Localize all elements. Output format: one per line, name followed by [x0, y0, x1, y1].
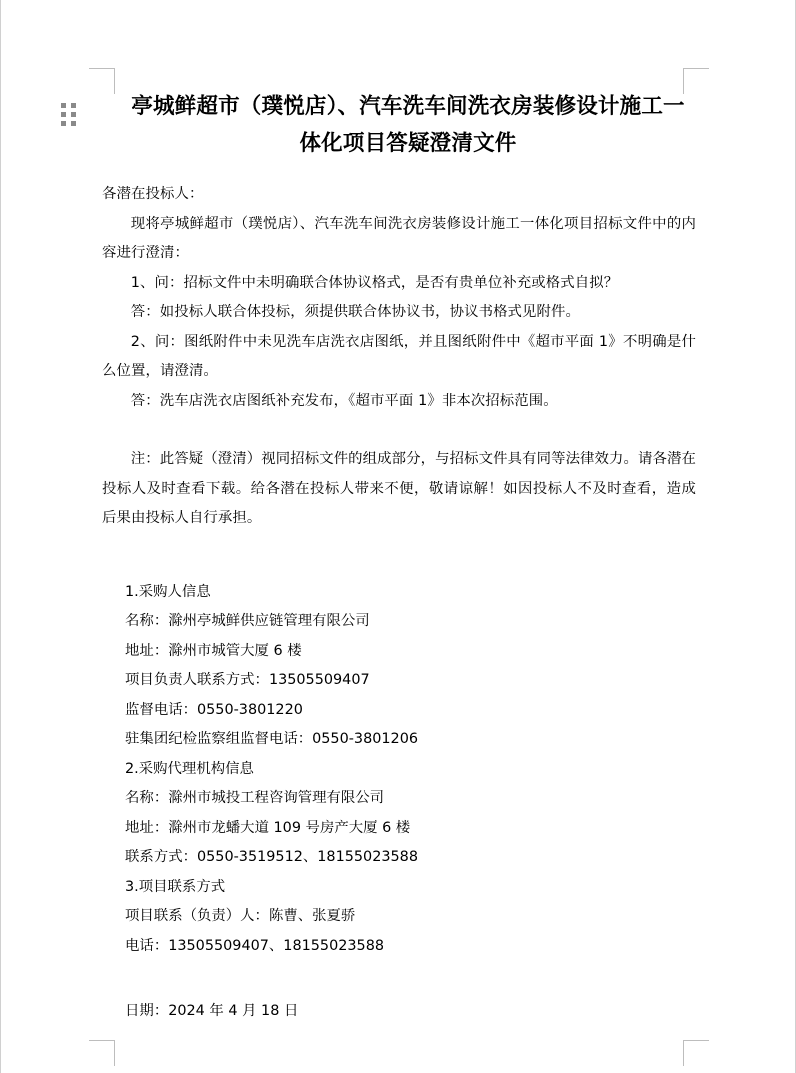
purchaser-contact: 项目负责人联系方式：13505509407	[125, 672, 370, 688]
salutation: 各潜在投标人：	[102, 186, 204, 202]
date-block	[102, 997, 696, 1027]
drag-handle-dot	[71, 121, 76, 126]
crop-mark-bottom-right	[683, 1040, 709, 1066]
section-heading-2: 2.采购代理机构信息	[125, 760, 254, 777]
document-body	[102, 180, 696, 534]
agency-name: 名称：滁州市城投工程咨询管理有限公司	[125, 790, 385, 806]
page-title-line-2: 体化项目答疑澄清文件	[299, 131, 517, 156]
drag-handle-dot	[61, 121, 66, 126]
supervision-phone: 监督电话：0550-3801220	[125, 701, 303, 718]
drag-handle-dot	[61, 112, 66, 117]
drag-handle-dot	[71, 112, 76, 117]
drag-handle-dot	[71, 103, 76, 108]
agency-address: 地址：滁州市龙蟠大道 109 号房产大厦 6 楼	[125, 819, 411, 836]
intro-paragraph: 现将亭城鲜超市（璞悦店）、汽车洗车间洗衣房装修设计施工一体化项目招标文件中的内容进行澄清：	[102, 215, 696, 261]
document-content	[102, 88, 696, 1027]
section-heading-3: 3.项目联系方式	[125, 878, 226, 895]
drag-handle-icon[interactable]	[61, 103, 76, 126]
contact-information	[102, 578, 696, 962]
note-paragraph: 注：此答疑（澄清）视同招标文件的组成部分，与招标文件具有同等法律效力。请各潜在投标人及时查看下载。给各潜在投标人带来不便，敬请谅解！如因投标人不及时查看，造成后果由投标人自行承担。	[102, 451, 696, 526]
page-title	[102, 88, 696, 162]
page-title-line-1: 亭城鲜超市（璞悦店）、汽车洗车间洗衣房装修设计施工一	[131, 94, 685, 119]
purchaser-address: 地址：滁州市城管大厦 6 楼	[125, 642, 302, 659]
answer-1: 答：如投标人联合体投标，须提供联合体协议书，协议书格式见附件。	[130, 304, 581, 320]
discipline-supervision-phone: 驻集团纪检监察组监督电话：0550-3801206	[125, 731, 419, 747]
question-1: 1、问：招标文件中未明确联合体协议格式，是否有贵单位补充或格式自拟？	[130, 274, 619, 291]
crop-mark-bottom-left	[89, 1040, 115, 1066]
drag-handle-dot	[61, 103, 66, 108]
document-date: 日期：2024 年 4 月 18 日	[125, 1003, 299, 1019]
project-contact-phone: 电话：13505509407、18155023588	[125, 937, 385, 954]
question-2: 2、问：图纸附件中未见洗车店洗衣店图纸，并且图纸附件中《超市平面 1》不明确是什么位置，请澄清。	[102, 333, 696, 379]
section-heading-1: 1.采购人信息	[125, 583, 211, 600]
agency-contact: 联系方式：0550-3519512、18155023588	[125, 849, 418, 865]
answer-2: 答：洗车店洗衣店图纸补充发布，《超市平面 1》非本次招标范围。	[130, 392, 558, 409]
purchaser-name: 名称：滁州亭城鲜供应链管理有限公司	[125, 613, 370, 629]
project-contact-person: 项目联系（负责）人：陈曹、张夏骄	[125, 908, 356, 924]
